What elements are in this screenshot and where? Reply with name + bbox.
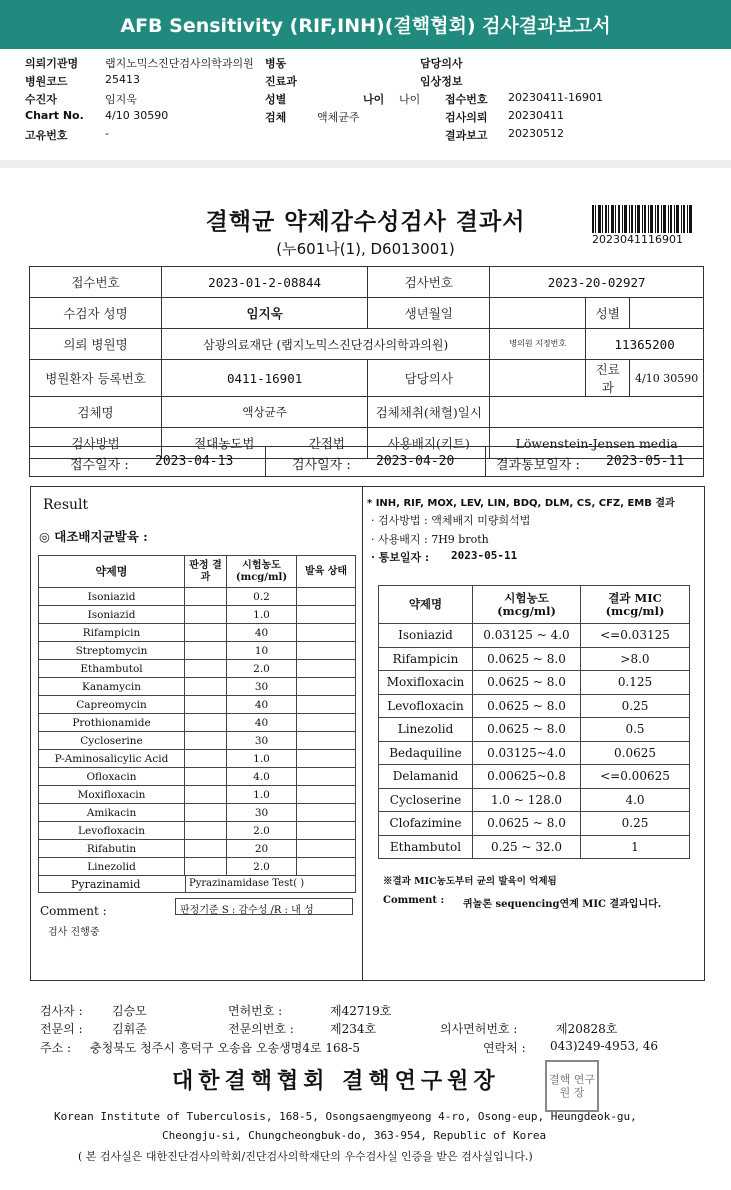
method-indirect: 간접법 [287,428,368,459]
right-comment-text: 퀴놀론 sequencing연계 MIC 결과입니다. [463,899,662,910]
mic-conc-range: 0.0625 ~ 8.0 [473,647,581,671]
left-growth [297,624,356,642]
left-conc: 1.0 [227,606,297,624]
left-comment-text: 검사 진행중 [48,927,100,938]
specialist-label: 전문의 : [40,1022,83,1036]
lth-drug: 약제명 [39,556,185,588]
left-table-row [39,750,356,768]
exam-no: 2023-20-02927 [490,267,704,298]
contact-label: 연락처 : [483,1041,526,1055]
examiner-label: 검사자 : [40,1004,83,1018]
left-judgement [185,624,227,642]
specimen-name: 액상균주 [162,397,368,428]
left-drug-name: Amikacin [39,804,185,822]
collect-value [490,397,704,428]
result-section [30,486,705,981]
left-conc: 2.0 [227,822,297,840]
specimen-label-cell: 검체명 [30,397,162,428]
left-table-row [39,732,356,750]
receipt-no-label: 접수번호 [30,267,162,298]
info-table [29,266,704,459]
org-name: 대한결핵협회 결핵연구원장 [172,1068,500,1094]
mic-drug-name: Delamanid [379,765,473,789]
inst-value: 랩지노믹스진단검사의학과의원 [105,57,254,70]
mic-table-row [379,694,690,718]
left-judgement [185,768,227,786]
left-drug-name: Isoniazid [39,588,185,606]
left-drug-name: Cycloserine [39,732,185,750]
left-growth [297,858,356,876]
lth-conc: 시험농도 (mcg/ml) [227,556,297,588]
collect-label: 검체채취(채혈)일시 [368,397,490,428]
doctor-label-cell: 담당의사 [368,360,490,397]
section-divider [0,160,731,168]
hosp-code-label: 병원코드 [25,75,68,88]
doc-license-no: 제20828호 [556,1022,618,1036]
left-growth [297,804,356,822]
left-conc: 30 [227,732,297,750]
mic-drug-name: Bedaquiline [379,741,473,765]
left-judgement [185,804,227,822]
mic-drug-name: Ethambutol [379,835,473,859]
left-conc: 2.0 [227,660,297,678]
eng-address-2: Cheongju-si, Chungcheongbuk-do, 363-954, Republic of Korea [162,1129,547,1142]
left-judgement [185,714,227,732]
left-conc: 4.0 [227,768,297,786]
specimen-label: 검체 [265,111,287,124]
mic-drug-name: Moxifloxacin [379,671,473,695]
mic-result: 0.125 [581,671,690,695]
left-judgement [185,840,227,858]
left-conc: 30 [227,804,297,822]
left-drug-name: Ethambutol [39,660,185,678]
right-notify-date: 2023-05-11 [451,549,518,562]
mic-result: <=0.03125 [581,624,690,648]
doctor-label: 담당의사 [420,57,463,70]
specialist-name: 김휘준 [112,1022,147,1036]
left-table-row [39,606,356,624]
mic-conc-range: 0.03125 ~ 4.0 [473,624,581,648]
left-growth [297,660,356,678]
left-growth [297,588,356,606]
certification-note: ( 본 검사실은 대한진단검사의학회/진단검사의학재단의 우수검사실 인증을 받은 검사실입니다.) [78,1150,533,1163]
mic-drug-name: Rifampicin [379,647,473,671]
exam-date-label: 검사일자 : [292,458,351,473]
mic-conc-range: 0.0625 ~ 8.0 [473,718,581,742]
doc-subtitle: (누601나(1), D6013001) [276,240,455,258]
left-table-row [39,822,356,840]
barcode-image [592,205,692,233]
left-growth [297,822,356,840]
specimen-value: 액체균주 [317,111,360,124]
mic-result: 0.25 [581,694,690,718]
left-drug-name: Linezolid [39,858,185,876]
inst-label: 의뢰기관명 [25,57,79,70]
left-drug-name: Rifampicin [39,624,185,642]
sex-label-cell: 성별 [586,298,630,329]
barcode-number: 2023041116901 [592,233,683,246]
age-label: 나이 [363,93,385,106]
patient-label: 수진자 [25,93,57,106]
pza-test: Pyrazinamidase Test( ) [189,878,305,889]
dept-value: 4/10 30590 [630,360,704,397]
lth-judgement: 판정 결과 [185,556,227,588]
address: 충청북도 청주시 흥덕구 오송읍 오송생명4로 168-5 [90,1041,360,1055]
recv-date: 2023-04-13 [155,454,234,469]
left-drug-name: Streptomycin [39,642,185,660]
left-table-row [39,714,356,732]
mic-conc-range: 0.25 ~ 32.0 [473,835,581,859]
left-table-row [39,840,356,858]
mic-result: <=0.00625 [581,765,690,789]
mic-drug-name: Levofloxacin [379,694,473,718]
left-drug-name: Rifabutin [39,840,185,858]
left-comment-label: Comment : [40,904,107,918]
age-value: 나이 [399,93,421,106]
report-value: 20230512 [508,127,564,140]
spec-no: 제234호 [330,1022,377,1036]
doc-title: 결핵균 약제감수성검사 결과서 [205,209,526,235]
notify-label: 결과통보일자 : [496,458,580,473]
left-conc: 40 [227,696,297,714]
dept-label: 진료과 [265,75,297,88]
left-conc: 30 [227,678,297,696]
name-label: 수검자 성명 [30,298,162,329]
left-judgement [185,588,227,606]
sex-label: 성별 [265,93,287,106]
hospital-label: 의뢰 병원명 [30,329,162,360]
exam-date: 2023-04-20 [376,454,455,469]
left-judgement [185,750,227,768]
mic-conc-range: 1.0 ~ 128.0 [473,788,581,812]
banner-title: AFB Sensitivity (RIF,INH)(결핵협회) 검사결과보고서 [120,15,611,37]
dob-value [490,298,586,329]
clinical-label: 임상정보 [420,75,463,88]
left-growth [297,642,356,660]
report-banner [0,0,731,49]
left-judgement [185,696,227,714]
left-drug-name: Prothionamide [39,714,185,732]
result-left-panel [31,487,363,980]
mic-note: ※결과 MIC농도부터 균의 발육이 억제됨 [383,876,557,887]
left-table-row [39,858,356,876]
left-growth [297,696,356,714]
medium-label: 사용배지(키트) [368,428,490,459]
ward-label: 병동 [265,57,287,70]
result-title: Result [43,497,89,513]
right-notify-label: · 통보일자 : [371,551,430,564]
id-value: - [105,127,109,140]
recv-date-label: 접수일자 : [70,458,129,473]
mic-conc-range: 0.03125~4.0 [473,741,581,765]
left-table-row [39,696,356,714]
designated-no: 11365200 [586,329,704,360]
left-judgement [185,606,227,624]
left-drug-name: Moxifloxacin [39,786,185,804]
designated-label: 병의원 지정번호 [490,329,586,360]
left-judgement [185,786,227,804]
dob-label: 생년월일 [368,298,490,329]
reg-label: 병원환자 등록번호 [30,360,162,397]
mic-conc-range: 0.00625~0.8 [473,765,581,789]
left-conc: 1.0 [227,786,297,804]
chart-label: Chart No. [25,109,84,122]
rth-mic: 결과 MIC (mcg/ml) [581,586,690,624]
right-method: · 검사방법 : 액체배지 미량희석법 [371,514,531,527]
left-growth [297,606,356,624]
spec-no-label: 전문의번호 : [228,1022,294,1036]
left-drug-name: Capreomycin [39,696,185,714]
mic-table-row [379,671,690,695]
left-judgement [185,642,227,660]
mic-table-row [379,647,690,671]
doc-license-label: 의사면허번호 : [440,1022,518,1036]
left-conc: 10 [227,642,297,660]
report-label: 결과보고 [445,129,488,142]
left-drug-name: Levofloxacin [39,822,185,840]
control-growth-label: ◎ 대조배지균발육 : [39,529,148,544]
mic-result: 0.5 [581,718,690,742]
examiner-name: 김승모 [112,1004,147,1018]
left-growth [297,714,356,732]
left-table-row [39,678,356,696]
mic-result: >8.0 [581,647,690,671]
solid-medium-table [38,555,356,876]
medium-value: Löwenstein-Jensen media [490,428,704,459]
mic-result: 0.0625 [581,741,690,765]
mic-drug-name: Isoniazid [379,624,473,648]
left-drug-name: P-Aminosalicylic Acid [39,750,185,768]
left-table-row [39,624,356,642]
mic-drug-name: Linezolid [379,718,473,742]
left-table-row [39,804,356,822]
left-conc: 2.0 [227,858,297,876]
mic-table-row [379,741,690,765]
method-label: 검사방법 [30,428,162,459]
doctor-value [490,360,586,397]
exam-no-label: 검사번호 [368,267,490,298]
receipt-no: 2023-01-2-08844 [162,267,368,298]
id-label: 고유번호 [25,129,68,142]
pza-row [38,875,356,893]
left-conc: 20 [227,840,297,858]
hosp-code-value: 25413 [105,73,140,86]
left-conc: 1.0 [227,750,297,768]
receipt-label: 접수번호 [445,93,488,106]
left-table-row [39,588,356,606]
left-growth [297,732,356,750]
chart-value: 4/10 30590 [105,109,169,122]
mic-result: 0.25 [581,812,690,836]
official-seal: 결핵 연구원 장 [545,1060,599,1112]
lth-growth: 발육 상태 [297,556,356,588]
method-absolute: 절대농도법 [162,428,287,459]
left-growth [297,786,356,804]
right-medium: · 사용배지 : 7H9 broth [371,533,489,546]
mic-result: 4.0 [581,788,690,812]
mic-table-row [379,765,690,789]
left-judgement [185,660,227,678]
left-table-row [39,642,356,660]
left-judgement [185,732,227,750]
mic-table-row [379,718,690,742]
left-judgement [185,858,227,876]
patient-value: 임지욱 [105,93,137,106]
address-label: 주소 : [40,1041,72,1055]
reg-no: 0411-16901 [162,360,368,397]
left-conc: 40 [227,624,297,642]
receipt-value: 20230411-16901 [508,91,603,104]
left-table-row [39,660,356,678]
left-conc: 40 [227,714,297,732]
left-judgement [185,822,227,840]
hospital-name: 삼광의료재단 (랩지노믹스진단검사의학과의원) [162,329,490,360]
mic-conc-range: 0.0625 ~ 8.0 [473,694,581,718]
left-growth [297,840,356,858]
mic-conc-range: 0.0625 ~ 8.0 [473,812,581,836]
left-growth [297,768,356,786]
mic-table-row [379,788,690,812]
left-drug-name: Kanamycin [39,678,185,696]
license-no: 제42719호 [330,1004,392,1018]
license-label: 면허번호 : [228,1004,283,1018]
mic-drug-name: Clofazimine [379,812,473,836]
rth-conc: 시험농도 (mcg/ml) [473,586,581,624]
mic-drug-name: Cycloserine [379,788,473,812]
left-growth [297,678,356,696]
notify-date: 2023-05-11 [606,454,685,469]
sex-value [630,298,704,329]
mic-table-row [379,624,690,648]
left-table-row [39,768,356,786]
mic-result: 1 [581,835,690,859]
mic-conc-range: 0.0625 ~ 8.0 [473,671,581,695]
pza-label: Pyrazinamid [71,878,141,891]
mic-table-row [379,812,690,836]
criteria-box: 판정기준 S : 감수성 /R : 내 성 [175,898,353,915]
request-label: 검사의뢰 [445,111,488,124]
left-drug-name: Ofloxacin [39,768,185,786]
left-table-row [39,786,356,804]
rth-drug: 약제명 [379,586,473,624]
request-value: 20230411 [508,109,564,122]
left-conc: 0.2 [227,588,297,606]
eng-address-1: Korean Institute of Tuberculosis, 168-5, Osongsaengmyeong 4-ro, Osong-eup, Heungdeok-gu, [54,1110,637,1123]
mic-table-row [379,835,690,859]
mic-table [378,585,690,859]
right-comment-label: Comment : [383,895,445,906]
left-drug-name: Isoniazid [39,606,185,624]
dates-row [29,446,704,477]
patient-name: 임지욱 [162,298,368,329]
contact: 043)249-4953, 46 [550,1039,658,1053]
right-title: * INH, RIF, MOX, LEV, LIN, BDQ, DLM, CS, CFZ, EMB 결과 [367,498,675,509]
left-growth [297,750,356,768]
report-header [25,55,715,145]
left-judgement [185,678,227,696]
dept-label-cell: 진료과 [586,360,630,397]
